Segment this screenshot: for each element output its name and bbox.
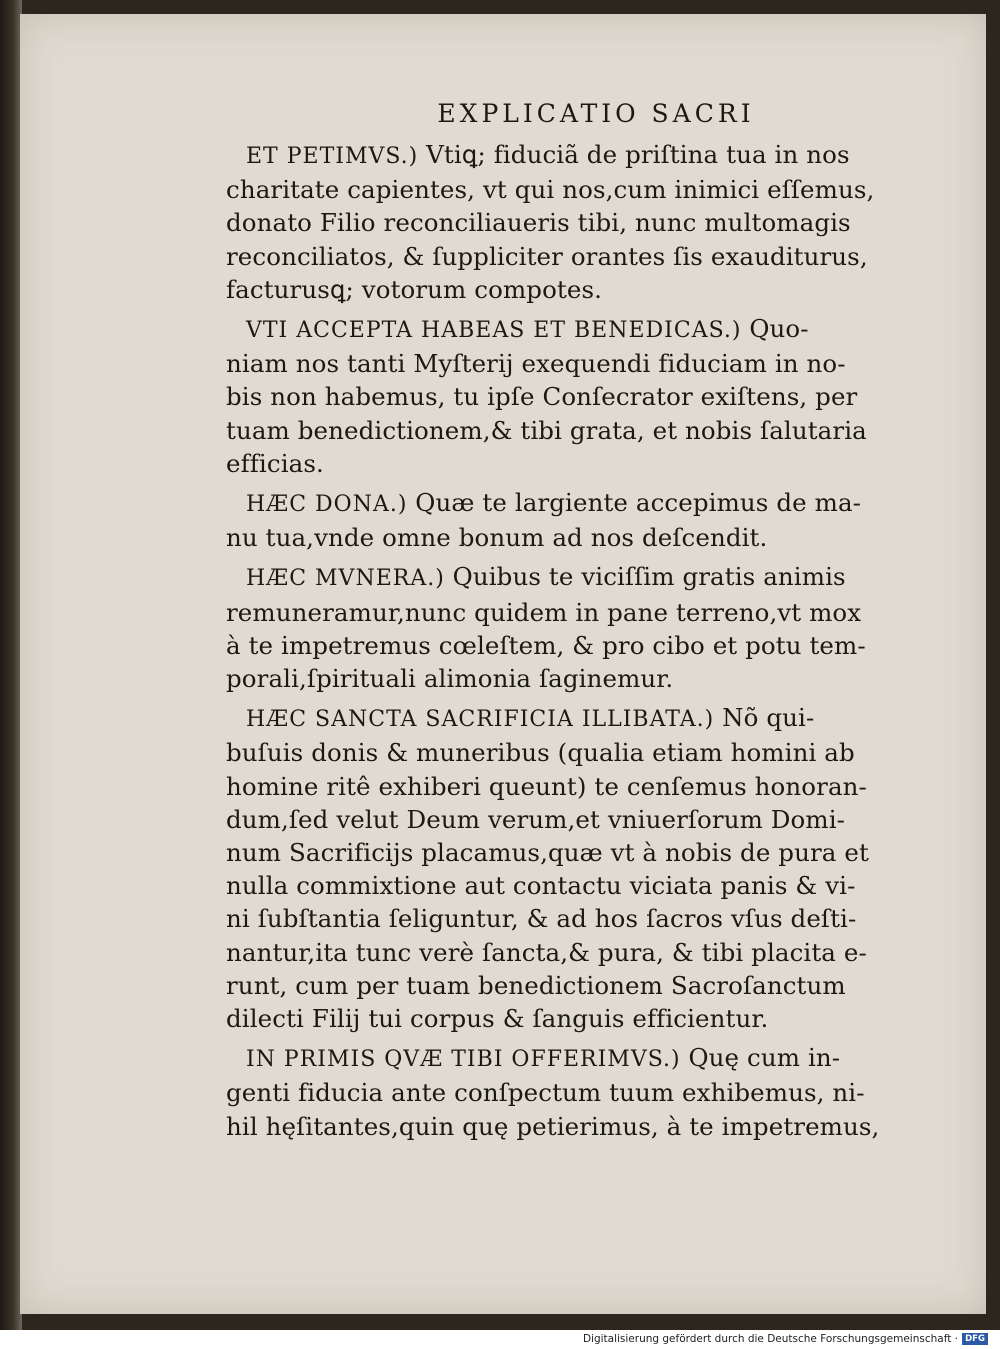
- line-text: à te impetremus cœleſtem, & pro cibo et potu tem-: [226, 630, 866, 660]
- text-line: [226, 380, 906, 413]
- line-text: genti fiducia ante conſpectum tuum exhibemus, ni-: [226, 1078, 865, 1108]
- text-line: [226, 560, 906, 595]
- line-text: nulla commixtione aut contactu viciata panis & vi-: [226, 871, 856, 901]
- text-line: [226, 521, 906, 554]
- paragraph: [226, 701, 906, 1035]
- text-line: [226, 138, 906, 173]
- footer-credit-text: Digitalisierung gefördert durch die Deutsche Forschungsgemeinschaft ·: [582, 1333, 958, 1345]
- line-text: charitate capientes, vt qui nos,cum inimici eſſemus,: [226, 175, 875, 205]
- text-line: [226, 902, 906, 935]
- line-text: reconciliatos, & ſuppliciter orantes ſis exauditurus,: [226, 241, 868, 271]
- text-line: [226, 803, 906, 836]
- text-line: [226, 869, 906, 902]
- line-text: bis non habemus, tu ipſe Conſecrator exiſtens, per: [226, 382, 858, 412]
- line-text: nu tua,vnde omne bonum ad nos deſcendit.: [226, 523, 768, 553]
- line-text: runt, cum per tuam benedictionem Sacroſanctum: [226, 970, 846, 1000]
- line-text: donato Filio reconciliaueris tibi, nunc multomagis: [226, 208, 851, 238]
- text-line: [226, 936, 906, 969]
- text-line: [226, 629, 906, 662]
- line-text: Quo-: [741, 314, 809, 344]
- text-line: [226, 836, 906, 869]
- line-text: dum,ſed velut Deum verum,et vniuerſorum Domi-: [226, 804, 846, 834]
- lemma-heading: HÆC SANCTA SACRIFICIA ILLIBATA.): [246, 707, 715, 733]
- text-line: [226, 173, 906, 206]
- paragraph: [226, 312, 906, 480]
- text-line: [226, 701, 906, 736]
- lemma-heading: HÆC DONA.): [246, 492, 408, 518]
- line-text: nantur,ita tunc verè ſancta,& pura, & tibi placita e-: [226, 937, 867, 967]
- text-line: [226, 770, 906, 803]
- line-text: remuneramur,nunc quidem in pane terreno,vt mox: [226, 597, 862, 627]
- lemma-heading: ET PETIMVS.): [246, 144, 419, 169]
- text-line: [226, 596, 906, 629]
- text-line: [226, 414, 906, 447]
- footer-bar: [0, 1330, 1000, 1349]
- line-text: efficias.: [226, 448, 324, 478]
- text-line: [226, 347, 906, 380]
- lemma-heading: VTI ACCEPTA HABEAS ET BENEDICAS.): [246, 318, 742, 344]
- paragraph: [226, 486, 906, 554]
- lemma-heading: HÆC MVNERA.): [246, 566, 445, 592]
- line-text: Vtiꝗ; fiduciã de priſtina tua in nos: [418, 140, 850, 169]
- line-text: Quę cum in-: [680, 1043, 841, 1073]
- text-line: [226, 1076, 906, 1109]
- line-text: tuam benedictionem,& tibi grata, et nobis ſalutaria: [226, 415, 867, 445]
- text-line: [226, 662, 906, 695]
- text-line: [226, 273, 906, 306]
- text-line: [226, 1002, 906, 1035]
- line-text: porali,ſpirituali alimonia ſaginemur.: [226, 664, 674, 694]
- running-head: EXPLICATIO SACRI: [437, 99, 755, 128]
- paragraphs: [226, 138, 906, 1143]
- text-line: [226, 736, 906, 769]
- line-text: dilecti Filij tui corpus & ſanguis efficientur.: [226, 1004, 769, 1034]
- line-text: homine ritê exhiberi queunt) te cenſemus honoran-: [226, 771, 867, 801]
- text-line: [226, 969, 906, 1002]
- line-text: niam nos tanti Myſterij exequendi fiduciam in no-: [226, 349, 846, 379]
- text-block: [226, 96, 906, 1149]
- line-text: Nõ qui-: [714, 703, 815, 733]
- line-text: facturusꝗ; votorum compotes.: [226, 274, 603, 304]
- text-line: [226, 1041, 906, 1076]
- lemma-heading: IN PRIMIS QVÆ TIBI OFFERIMVS.): [246, 1047, 681, 1073]
- line-text: num Sacrificijs placamus,quæ vt à nobis de pura et: [226, 838, 869, 868]
- line-text: Quæ te largiente accepimus de ma-: [407, 488, 862, 518]
- book-binding-edge: [0, 0, 22, 1330]
- text-line: [226, 206, 906, 239]
- text-line: [226, 486, 906, 521]
- paragraph: [226, 560, 906, 695]
- text-line: [226, 447, 906, 480]
- line-text: Quibus te viciſſim gratis animis: [444, 562, 846, 592]
- text-line: [226, 312, 906, 347]
- text-line: [226, 240, 906, 273]
- line-text: hil hęſitantes,quin quę petierimus, à te impetremus,: [226, 1111, 880, 1141]
- paragraph: [226, 138, 906, 306]
- line-text: ni ſubſtantia ſeliguntur, & ad hos ſacros vſus deſti-: [226, 904, 857, 934]
- line-text: buſuis donis & muneribus (qualia etiam homini ab: [226, 738, 855, 768]
- paragraph: [226, 1041, 906, 1143]
- dfg-logo: DFG: [962, 1333, 988, 1345]
- text-line: [226, 1110, 906, 1143]
